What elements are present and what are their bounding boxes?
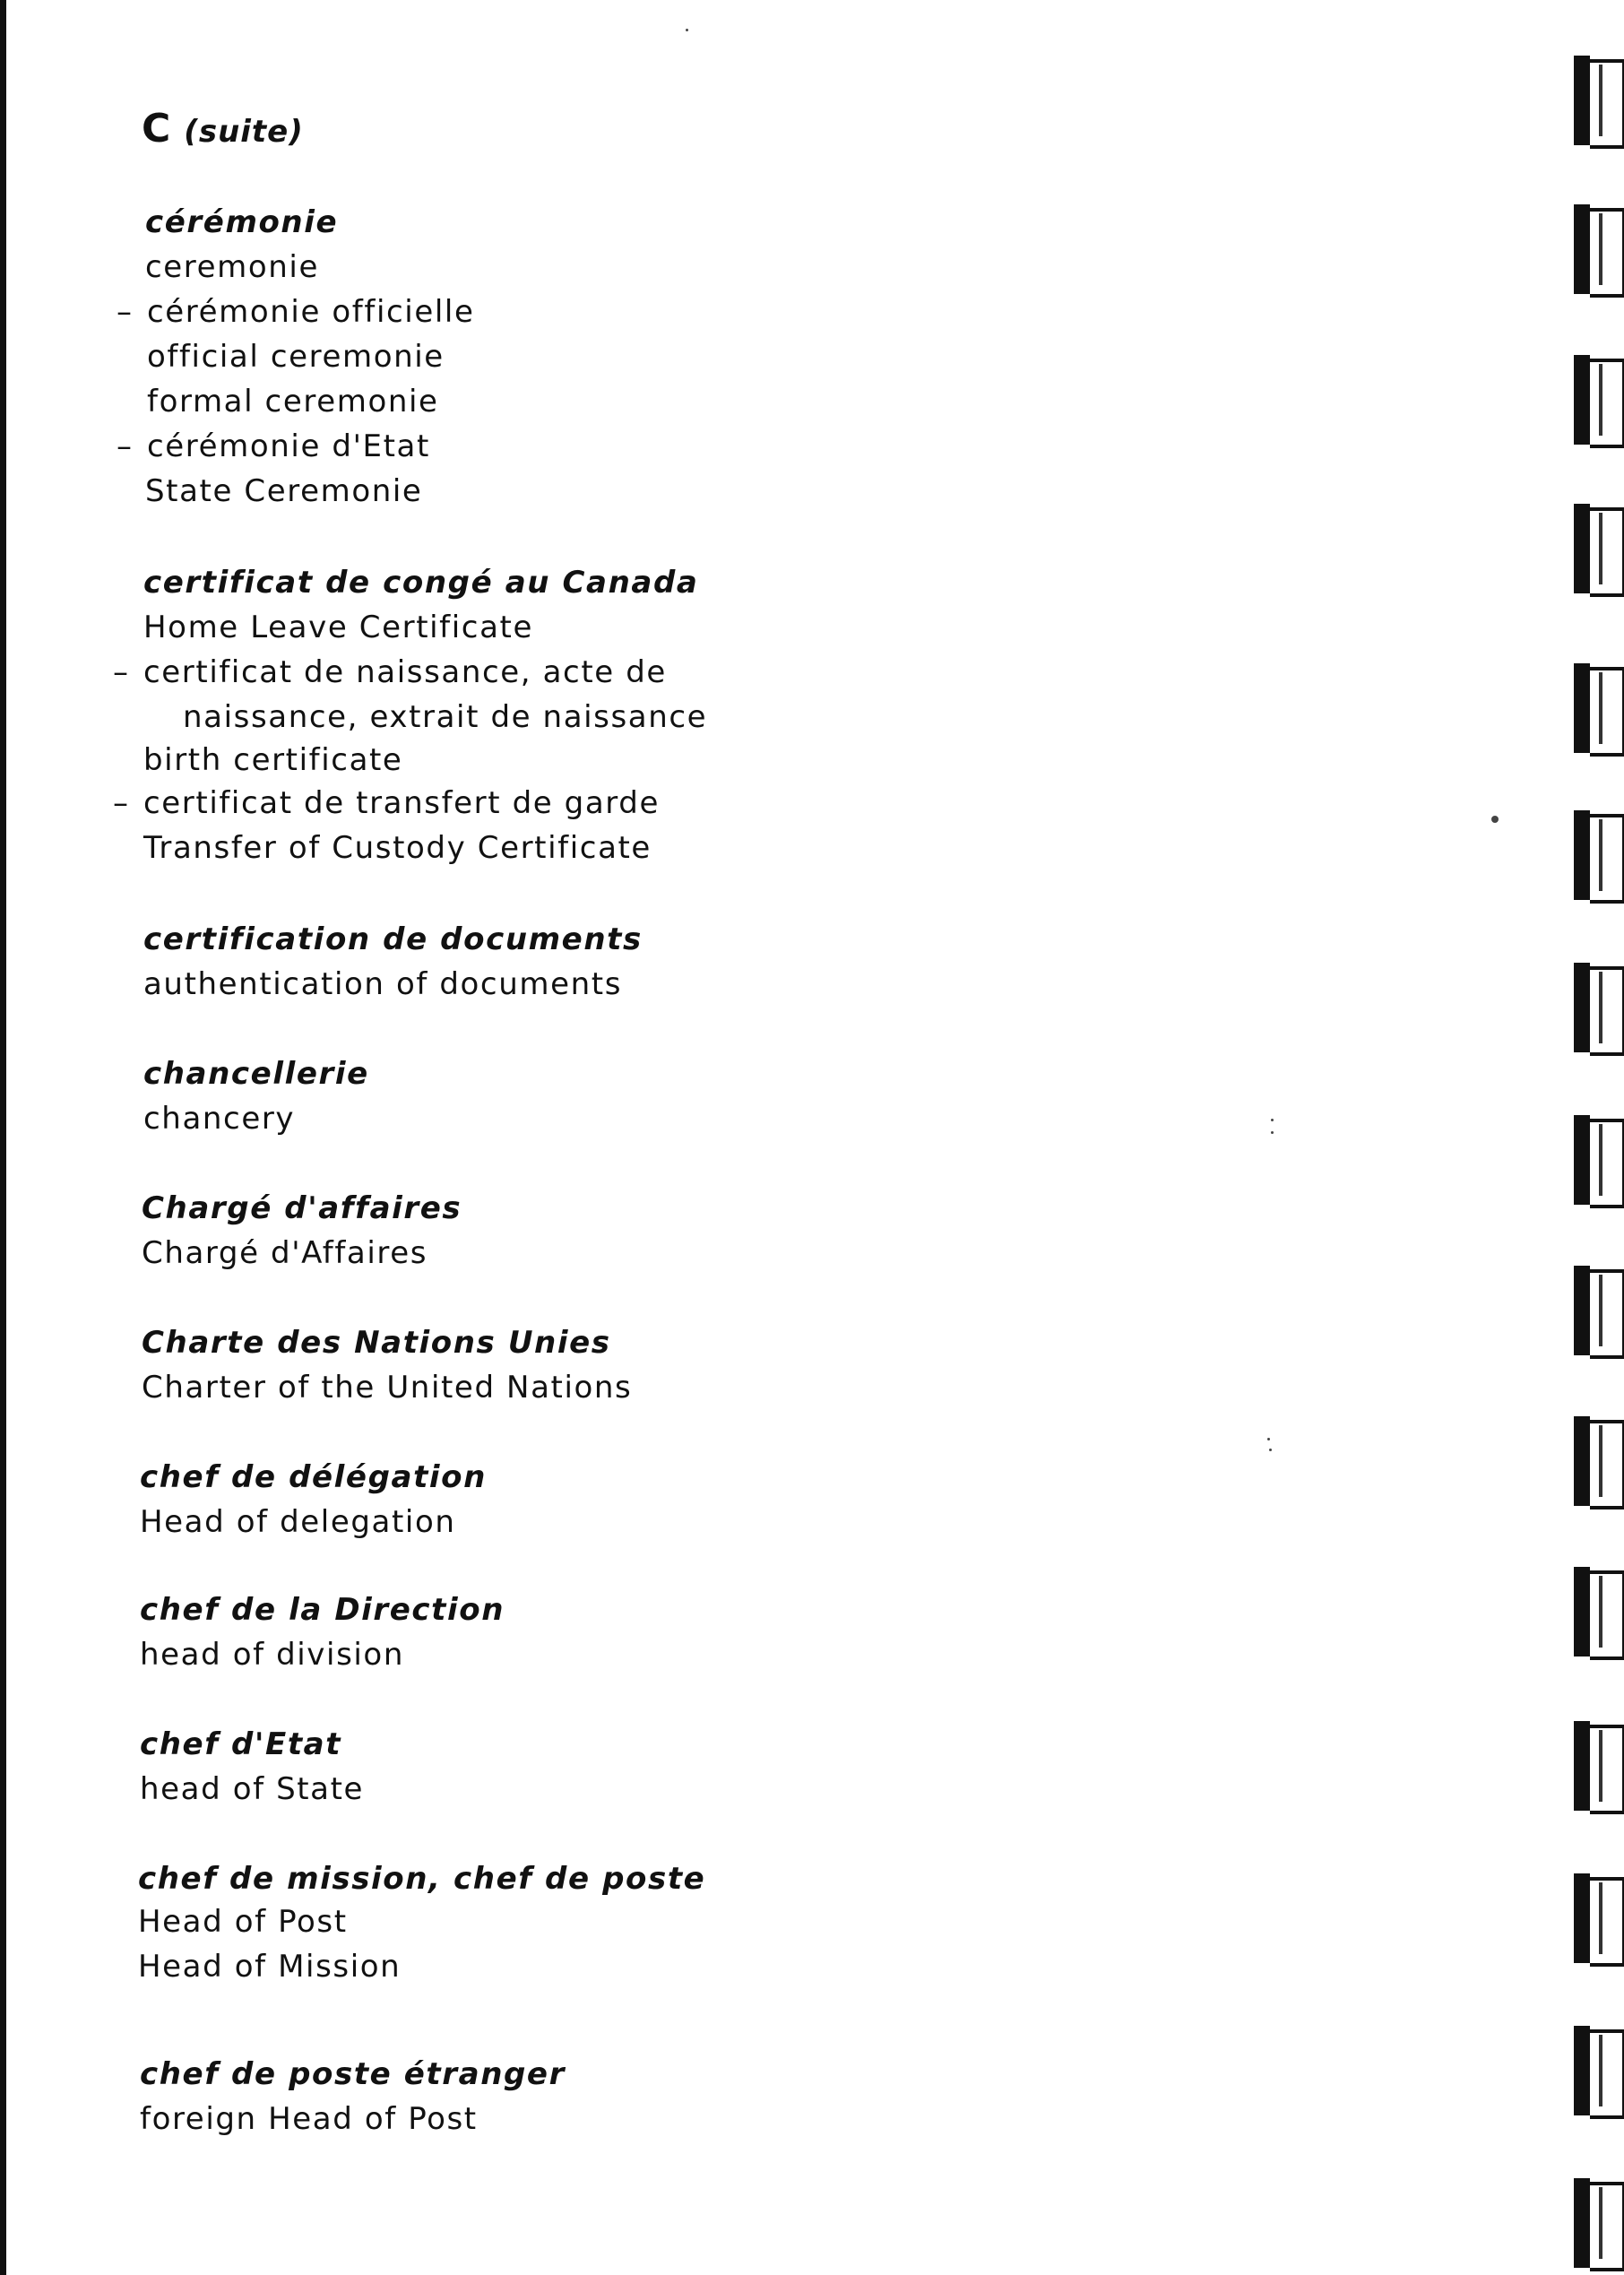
entry-translation: Head of Post [138,1904,348,1940]
entry-subterm: – certificat de naissance, acte de [113,654,667,690]
entry-translation: Head of Mission [138,1949,402,1985]
entry-translation: Home Leave Certificate [143,610,533,645]
entry-term: Chargé d'affaires [142,1190,462,1226]
entry-subterm-continued: naissance, extrait de naissance [183,699,708,735]
entry-translation: foreign Head of Post [140,2101,478,2137]
entry-subterm: – cérémonie officielle [117,294,475,330]
heading-letter: C [142,106,172,151]
entry-term: chef de poste étranger [140,2056,566,2092]
entry-translation: birth certificate [143,742,403,778]
entry-term: chef de délégation [140,1459,487,1495]
entry-translation: State Ceremonie [145,473,423,509]
entry-term: chef d'Etat [140,1726,342,1762]
entry-translation: Transfer of Custody Certificate [143,830,652,866]
entry-translation: official ceremonie [147,339,445,375]
entry-term: chef de mission, chef de poste [138,1861,706,1897]
entry-translation: Chargé d'Affaires [142,1235,428,1271]
entry-translation: Head of delegation [140,1504,456,1540]
heading-suffix: (suite) [184,114,304,150]
entry-translation: head of State [140,1771,365,1807]
spiral-binding [1567,0,1624,2275]
entry-translation: formal ceremonie [147,384,439,420]
entry-term: cérémonie [145,204,339,240]
entry-term: chef de la Direction [140,1592,505,1628]
entry-translation: chancery [143,1101,296,1137]
entry-subterm: – certificat de transfert de garde [113,785,660,821]
entry-term: certificat de congé au Canada [143,565,699,601]
entry-translation: head of division [140,1637,404,1673]
entry-translation: ceremonie [145,249,319,285]
entry-term: chancellerie [143,1056,369,1092]
entry-term: certification de documents [143,921,643,957]
entry-term: Charte des Nations Unies [142,1325,611,1361]
letter-heading [142,106,304,151]
entry-translation: authentication of documents [143,966,623,1002]
entry-subterm: – cérémonie d'Etat [117,428,430,464]
entry-translation: Charter of the United Nations [142,1370,633,1406]
